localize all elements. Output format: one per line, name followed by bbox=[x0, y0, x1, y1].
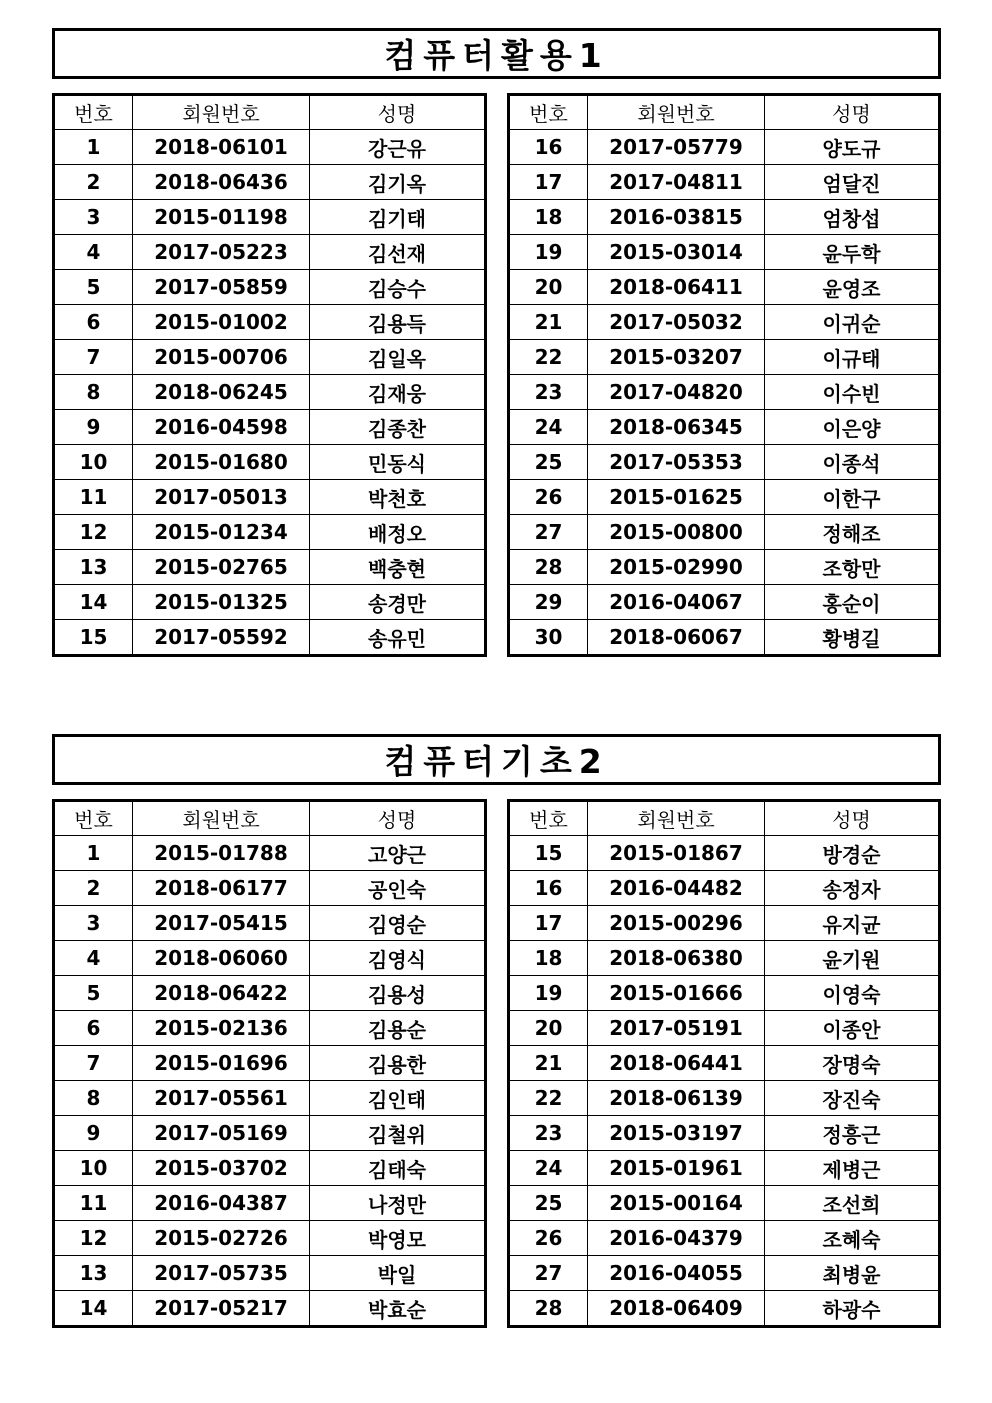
cell-name: 송정자 bbox=[765, 871, 940, 906]
table-row bbox=[509, 620, 940, 656]
table-row bbox=[54, 305, 486, 340]
roster-table-right bbox=[507, 93, 941, 657]
cell-member-id: 2016-04482 bbox=[588, 871, 765, 906]
cell-name: 공인숙 bbox=[310, 871, 486, 906]
table-row bbox=[54, 585, 486, 620]
table-row bbox=[54, 445, 486, 480]
cell-number: 1 bbox=[54, 130, 133, 165]
cell-member-id: 2018-06245 bbox=[133, 375, 310, 410]
header-name: 성명 bbox=[310, 801, 486, 836]
cell-name: 윤두학 bbox=[765, 235, 940, 270]
cell-number: 11 bbox=[54, 1186, 133, 1221]
cell-number: 18 bbox=[509, 941, 588, 976]
cell-member-id: 2017-05169 bbox=[133, 1116, 310, 1151]
cell-number: 24 bbox=[509, 1151, 588, 1186]
cell-number: 17 bbox=[509, 906, 588, 941]
cell-name: 고양근 bbox=[310, 836, 486, 871]
cell-name: 이은양 bbox=[765, 410, 940, 445]
cell-number: 19 bbox=[509, 235, 588, 270]
cell-name: 조항만 bbox=[765, 550, 940, 585]
cell-member-id: 2015-01788 bbox=[133, 836, 310, 871]
cell-name: 황병길 bbox=[765, 620, 940, 656]
cell-name: 이규태 bbox=[765, 340, 940, 375]
table-row bbox=[509, 480, 940, 515]
cell-number: 25 bbox=[509, 1186, 588, 1221]
cell-member-id: 2017-05353 bbox=[588, 445, 765, 480]
table-row bbox=[54, 1116, 486, 1151]
cell-number: 23 bbox=[509, 1116, 588, 1151]
cell-name: 정해조 bbox=[765, 515, 940, 550]
header-number: 번호 bbox=[54, 95, 133, 130]
cell-member-id: 2015-00706 bbox=[133, 340, 310, 375]
cell-member-id: 2016-04598 bbox=[133, 410, 310, 445]
cell-name: 송경만 bbox=[310, 585, 486, 620]
cell-name: 김재웅 bbox=[310, 375, 486, 410]
cell-member-id: 2017-05013 bbox=[133, 480, 310, 515]
table-row bbox=[509, 906, 940, 941]
table-row bbox=[509, 340, 940, 375]
cell-number: 12 bbox=[54, 1221, 133, 1256]
table-body bbox=[54, 836, 486, 1327]
cell-number: 26 bbox=[509, 1221, 588, 1256]
table-row bbox=[509, 1221, 940, 1256]
cell-member-id: 2015-01625 bbox=[588, 480, 765, 515]
cell-member-id: 2015-01198 bbox=[133, 200, 310, 235]
cell-member-id: 2015-01325 bbox=[133, 585, 310, 620]
cell-member-id: 2017-05561 bbox=[133, 1081, 310, 1116]
cell-member-id: 2017-05779 bbox=[588, 130, 765, 165]
header-name: 성명 bbox=[765, 95, 940, 130]
cell-name: 윤영조 bbox=[765, 270, 940, 305]
table-row bbox=[509, 165, 940, 200]
table-row bbox=[54, 1151, 486, 1186]
table-row bbox=[54, 1011, 486, 1046]
table-row bbox=[509, 550, 940, 585]
cell-number: 10 bbox=[54, 445, 133, 480]
cell-name: 이종석 bbox=[765, 445, 940, 480]
table-row bbox=[54, 515, 486, 550]
table-row bbox=[509, 1081, 940, 1116]
roster-table-left bbox=[52, 799, 487, 1328]
header-member-id: 회원번호 bbox=[133, 95, 310, 130]
cell-member-id: 2016-04387 bbox=[133, 1186, 310, 1221]
cell-name: 김용순 bbox=[310, 1011, 486, 1046]
cell-name: 강근유 bbox=[310, 130, 486, 165]
header-name: 성명 bbox=[765, 801, 940, 836]
cell-member-id: 2018-06411 bbox=[588, 270, 765, 305]
table-header-row bbox=[509, 95, 940, 130]
cell-name: 김승수 bbox=[310, 270, 486, 305]
cell-member-id: 2015-02765 bbox=[133, 550, 310, 585]
cell-member-id: 2017-05592 bbox=[133, 620, 310, 656]
table-row bbox=[54, 270, 486, 305]
cell-number: 15 bbox=[54, 620, 133, 656]
cell-number: 7 bbox=[54, 1046, 133, 1081]
table-header-row bbox=[54, 95, 486, 130]
cell-number: 22 bbox=[509, 1081, 588, 1116]
cell-name: 장명숙 bbox=[765, 1046, 940, 1081]
cell-name: 박효순 bbox=[310, 1291, 486, 1327]
cell-number: 18 bbox=[509, 200, 588, 235]
cell-number: 17 bbox=[509, 165, 588, 200]
cell-member-id: 2018-06101 bbox=[133, 130, 310, 165]
cell-member-id: 2017-05191 bbox=[588, 1011, 765, 1046]
cell-name: 김일옥 bbox=[310, 340, 486, 375]
table-row bbox=[54, 480, 486, 515]
cell-number: 2 bbox=[54, 871, 133, 906]
cell-name: 송유민 bbox=[310, 620, 486, 656]
table-row bbox=[54, 1221, 486, 1256]
table-row bbox=[509, 585, 940, 620]
cell-name: 윤기원 bbox=[765, 941, 940, 976]
cell-number: 14 bbox=[54, 1291, 133, 1327]
cell-member-id: 2015-00296 bbox=[588, 906, 765, 941]
header-number: 번호 bbox=[509, 95, 588, 130]
table-row bbox=[509, 1186, 940, 1221]
cell-member-id: 2015-01666 bbox=[588, 976, 765, 1011]
cell-member-id: 2018-06422 bbox=[133, 976, 310, 1011]
cell-name: 하광수 bbox=[765, 1291, 940, 1327]
header-member-id: 회원번호 bbox=[588, 801, 765, 836]
section-title: 컴퓨터활용1 bbox=[52, 28, 941, 79]
cell-member-id: 2015-02990 bbox=[588, 550, 765, 585]
header-member-id: 회원번호 bbox=[133, 801, 310, 836]
cell-number: 20 bbox=[509, 1011, 588, 1046]
cell-number: 16 bbox=[509, 871, 588, 906]
table-row bbox=[509, 1291, 940, 1327]
cell-member-id: 2015-01696 bbox=[133, 1046, 310, 1081]
table-row bbox=[509, 1151, 940, 1186]
cell-member-id: 2018-06177 bbox=[133, 871, 310, 906]
cell-member-id: 2018-06380 bbox=[588, 941, 765, 976]
cell-number: 4 bbox=[54, 941, 133, 976]
cell-name: 박영모 bbox=[310, 1221, 486, 1256]
cell-name: 김용성 bbox=[310, 976, 486, 1011]
table-row bbox=[54, 200, 486, 235]
cell-name: 나정만 bbox=[310, 1186, 486, 1221]
cell-number: 24 bbox=[509, 410, 588, 445]
cell-name: 홍순이 bbox=[765, 585, 940, 620]
table-row bbox=[54, 941, 486, 976]
cell-name: 김태숙 bbox=[310, 1151, 486, 1186]
cell-number: 27 bbox=[509, 515, 588, 550]
cell-member-id: 2015-01961 bbox=[588, 1151, 765, 1186]
cell-member-id: 2015-02136 bbox=[133, 1011, 310, 1046]
cell-name: 김기옥 bbox=[310, 165, 486, 200]
cell-member-id: 2015-03014 bbox=[588, 235, 765, 270]
cell-number: 8 bbox=[54, 375, 133, 410]
table-row bbox=[54, 976, 486, 1011]
table-row bbox=[54, 1046, 486, 1081]
cell-member-id: 2017-04820 bbox=[588, 375, 765, 410]
header-name: 성명 bbox=[310, 95, 486, 130]
cell-name: 김용한 bbox=[310, 1046, 486, 1081]
table-row bbox=[509, 375, 940, 410]
cell-member-id: 2018-06345 bbox=[588, 410, 765, 445]
cell-member-id: 2016-04067 bbox=[588, 585, 765, 620]
cell-number: 4 bbox=[54, 235, 133, 270]
cell-number: 21 bbox=[509, 1046, 588, 1081]
cell-member-id: 2017-04811 bbox=[588, 165, 765, 200]
cell-number: 20 bbox=[509, 270, 588, 305]
table-row bbox=[509, 200, 940, 235]
table-row bbox=[509, 515, 940, 550]
cell-name: 이수빈 bbox=[765, 375, 940, 410]
cell-name: 김종찬 bbox=[310, 410, 486, 445]
table-row bbox=[509, 235, 940, 270]
table-row bbox=[54, 871, 486, 906]
cell-member-id: 2015-01867 bbox=[588, 836, 765, 871]
cell-member-id: 2015-03702 bbox=[133, 1151, 310, 1186]
table-row bbox=[509, 130, 940, 165]
table-row bbox=[509, 941, 940, 976]
table-header-row bbox=[54, 801, 486, 836]
table-row bbox=[54, 1256, 486, 1291]
table-row bbox=[54, 1186, 486, 1221]
cell-member-id: 2017-05415 bbox=[133, 906, 310, 941]
cell-number: 13 bbox=[54, 550, 133, 585]
cell-member-id: 2016-03815 bbox=[588, 200, 765, 235]
table-row bbox=[54, 620, 486, 656]
cell-member-id: 2015-01680 bbox=[133, 445, 310, 480]
table-row bbox=[509, 305, 940, 340]
cell-number: 3 bbox=[54, 200, 133, 235]
cell-number: 9 bbox=[54, 1116, 133, 1151]
table-body bbox=[509, 836, 940, 1327]
cell-number: 23 bbox=[509, 375, 588, 410]
cell-name: 박천호 bbox=[310, 480, 486, 515]
table-row bbox=[509, 976, 940, 1011]
cell-number: 9 bbox=[54, 410, 133, 445]
table-row bbox=[509, 1046, 940, 1081]
cell-member-id: 2018-06060 bbox=[133, 941, 310, 976]
table-row bbox=[54, 1291, 486, 1327]
cell-member-id: 2017-05223 bbox=[133, 235, 310, 270]
cell-number: 5 bbox=[54, 270, 133, 305]
cell-number: 28 bbox=[509, 1291, 588, 1327]
cell-number: 5 bbox=[54, 976, 133, 1011]
cell-member-id: 2015-01002 bbox=[133, 305, 310, 340]
cell-member-id: 2017-05735 bbox=[133, 1256, 310, 1291]
cell-name: 양도규 bbox=[765, 130, 940, 165]
cell-number: 12 bbox=[54, 515, 133, 550]
cell-name: 정흥근 bbox=[765, 1116, 940, 1151]
cell-name: 김영식 bbox=[310, 941, 486, 976]
table-row bbox=[509, 1116, 940, 1151]
cell-member-id: 2018-06436 bbox=[133, 165, 310, 200]
cell-number: 22 bbox=[509, 340, 588, 375]
cell-name: 민동식 bbox=[310, 445, 486, 480]
cell-number: 3 bbox=[54, 906, 133, 941]
cell-number: 6 bbox=[54, 1011, 133, 1046]
cell-member-id: 2017-05217 bbox=[133, 1291, 310, 1327]
cell-member-id: 2015-03207 bbox=[588, 340, 765, 375]
cell-name: 김인태 bbox=[310, 1081, 486, 1116]
cell-number: 26 bbox=[509, 480, 588, 515]
cell-member-id: 2018-06441 bbox=[588, 1046, 765, 1081]
roster-table-right bbox=[507, 799, 941, 1328]
cell-number: 14 bbox=[54, 585, 133, 620]
table-body bbox=[54, 130, 486, 656]
table-row bbox=[54, 340, 486, 375]
cell-name: 이귀순 bbox=[765, 305, 940, 340]
table-row bbox=[54, 235, 486, 270]
table-row bbox=[54, 165, 486, 200]
cell-name: 조혜숙 bbox=[765, 1221, 940, 1256]
cell-number: 8 bbox=[54, 1081, 133, 1116]
cell-number: 6 bbox=[54, 305, 133, 340]
cell-number: 30 bbox=[509, 620, 588, 656]
cell-name: 장진숙 bbox=[765, 1081, 940, 1116]
roster-table-left bbox=[52, 93, 487, 657]
table-row bbox=[509, 410, 940, 445]
cell-number: 19 bbox=[509, 976, 588, 1011]
cell-name: 이영숙 bbox=[765, 976, 940, 1011]
cell-member-id: 2015-02726 bbox=[133, 1221, 310, 1256]
cell-name: 이한구 bbox=[765, 480, 940, 515]
cell-number: 25 bbox=[509, 445, 588, 480]
cell-name: 최병윤 bbox=[765, 1256, 940, 1291]
cell-name: 유지균 bbox=[765, 906, 940, 941]
table-row bbox=[54, 375, 486, 410]
table-row bbox=[509, 836, 940, 871]
cell-name: 엄창섭 bbox=[765, 200, 940, 235]
table-row bbox=[54, 550, 486, 585]
table-body bbox=[509, 130, 940, 656]
header-member-id: 회원번호 bbox=[588, 95, 765, 130]
cell-name: 김기태 bbox=[310, 200, 486, 235]
table-row bbox=[509, 871, 940, 906]
cell-number: 15 bbox=[509, 836, 588, 871]
cell-number: 1 bbox=[54, 836, 133, 871]
cell-name: 방경순 bbox=[765, 836, 940, 871]
table-row bbox=[54, 1081, 486, 1116]
table-row bbox=[509, 1011, 940, 1046]
cell-number: 21 bbox=[509, 305, 588, 340]
cell-member-id: 2016-04055 bbox=[588, 1256, 765, 1291]
cell-name: 박일 bbox=[310, 1256, 486, 1291]
table-row bbox=[54, 410, 486, 445]
cell-member-id: 2017-05859 bbox=[133, 270, 310, 305]
cell-number: 13 bbox=[54, 1256, 133, 1291]
cell-member-id: 2015-00800 bbox=[588, 515, 765, 550]
cell-number: 7 bbox=[54, 340, 133, 375]
cell-name: 김철위 bbox=[310, 1116, 486, 1151]
cell-number: 29 bbox=[509, 585, 588, 620]
cell-member-id: 2015-03197 bbox=[588, 1116, 765, 1151]
cell-name: 이종안 bbox=[765, 1011, 940, 1046]
cell-name: 조선희 bbox=[765, 1186, 940, 1221]
cell-number: 28 bbox=[509, 550, 588, 585]
table-row bbox=[54, 906, 486, 941]
cell-number: 11 bbox=[54, 480, 133, 515]
table-row bbox=[54, 130, 486, 165]
table-row bbox=[54, 836, 486, 871]
cell-member-id: 2016-04379 bbox=[588, 1221, 765, 1256]
table-row bbox=[509, 445, 940, 480]
cell-name: 김용득 bbox=[310, 305, 486, 340]
cell-name: 제병근 bbox=[765, 1151, 940, 1186]
header-number: 번호 bbox=[54, 801, 133, 836]
cell-number: 27 bbox=[509, 1256, 588, 1291]
cell-member-id: 2018-06067 bbox=[588, 620, 765, 656]
cell-name: 백충현 bbox=[310, 550, 486, 585]
cell-member-id: 2015-01234 bbox=[133, 515, 310, 550]
cell-member-id: 2015-00164 bbox=[588, 1186, 765, 1221]
table-row bbox=[509, 1256, 940, 1291]
table-header-row bbox=[509, 801, 940, 836]
section-title: 컴퓨터기초2 bbox=[52, 734, 941, 785]
cell-member-id: 2017-05032 bbox=[588, 305, 765, 340]
cell-number: 2 bbox=[54, 165, 133, 200]
header-number: 번호 bbox=[509, 801, 588, 836]
cell-number: 16 bbox=[509, 130, 588, 165]
cell-name: 배정오 bbox=[310, 515, 486, 550]
cell-number: 10 bbox=[54, 1151, 133, 1186]
cell-name: 김영순 bbox=[310, 906, 486, 941]
cell-member-id: 2018-06409 bbox=[588, 1291, 765, 1327]
cell-name: 김선재 bbox=[310, 235, 486, 270]
table-row bbox=[509, 270, 940, 305]
cell-name: 엄달진 bbox=[765, 165, 940, 200]
cell-member-id: 2018-06139 bbox=[588, 1081, 765, 1116]
